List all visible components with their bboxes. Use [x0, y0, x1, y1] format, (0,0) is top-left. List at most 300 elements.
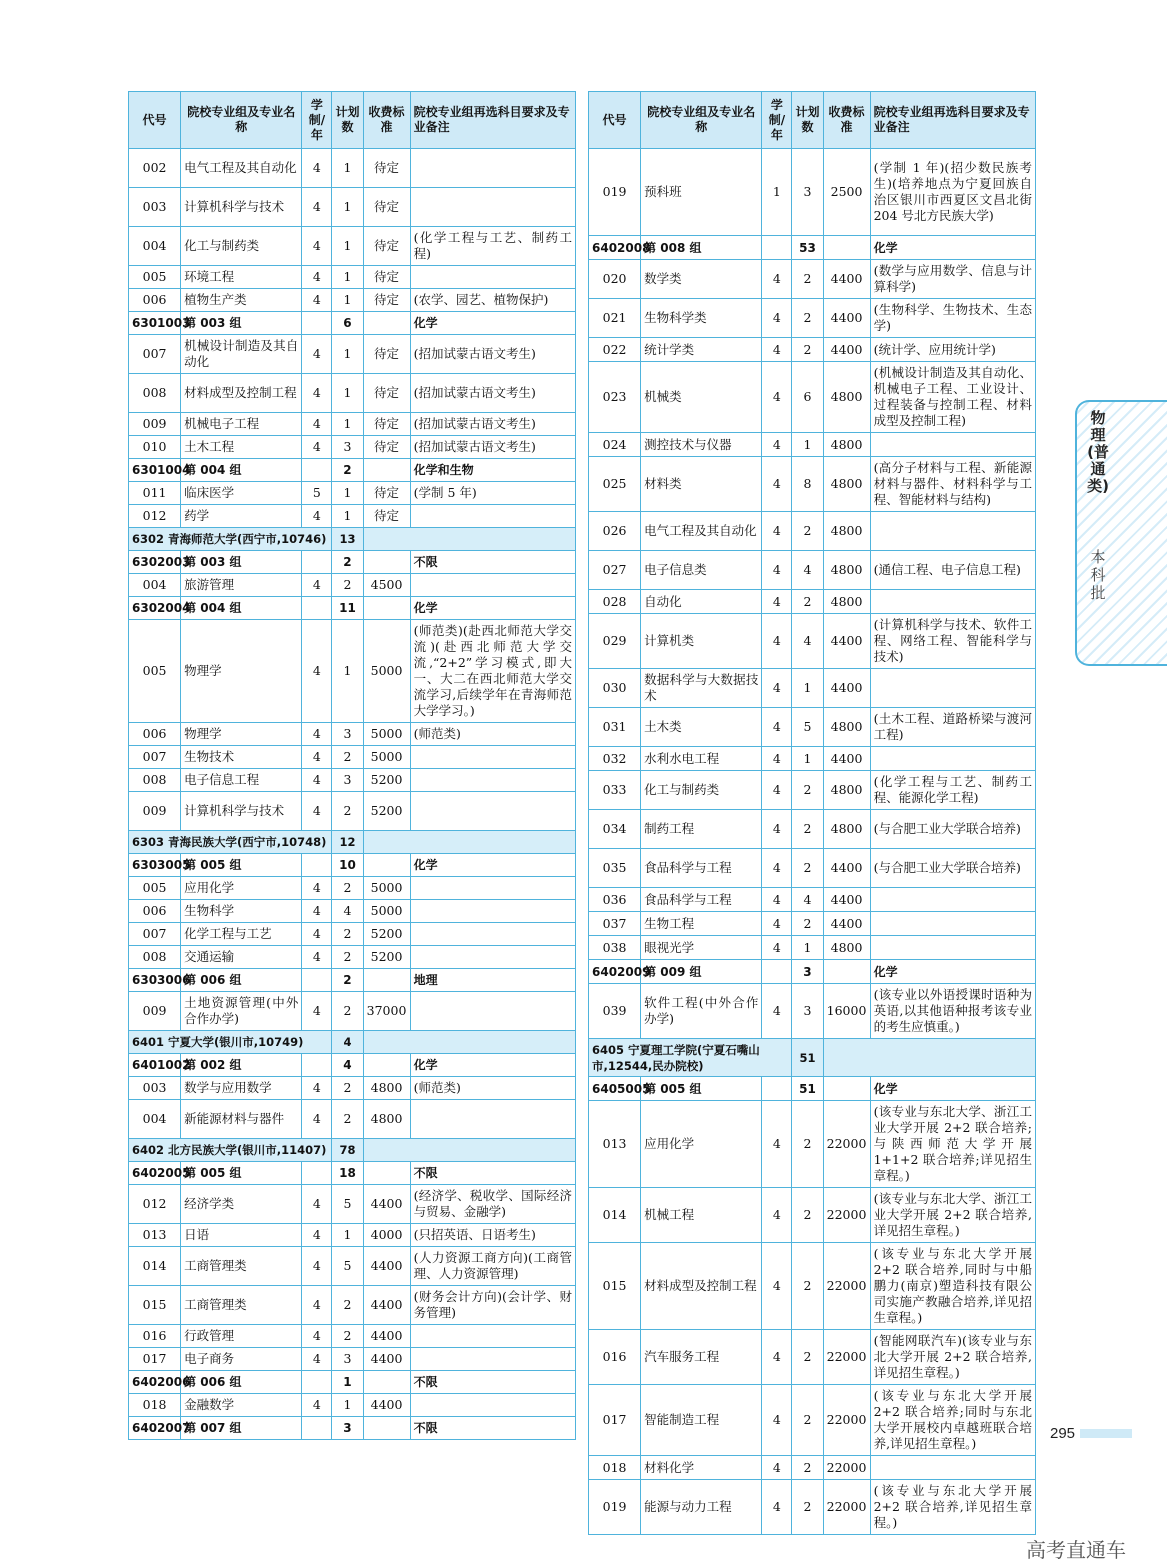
cell-plan: 3 [792, 960, 823, 984]
cell-major: 计算机科学与技术 [181, 792, 302, 831]
cell-code: 026 [589, 512, 641, 551]
group-row [129, 969, 576, 992]
cell-plan: 1 [332, 413, 363, 436]
cell-notes: 化学 [410, 1054, 575, 1077]
cell-plan: 2 [332, 792, 363, 831]
cell-major: 软件工程(中外合作办学) [641, 984, 762, 1039]
cell-notes [410, 574, 575, 597]
cell-fee [823, 960, 870, 984]
cell-fee: 4800 [823, 551, 870, 590]
table-row [129, 413, 576, 436]
cell-fee: 22000 [823, 1330, 870, 1385]
cell-code: 004 [129, 227, 181, 266]
cell-notes: 化学 [410, 854, 575, 877]
table-row [589, 1188, 1036, 1243]
cell-major: 第 008 组 [641, 236, 762, 260]
cell-plan: 1 [792, 669, 823, 708]
cell-fee: 待定 [363, 188, 410, 227]
cell-major: 第 006 组 [181, 969, 302, 992]
table-row [589, 771, 1036, 810]
cell-years: 4 [302, 1325, 332, 1348]
cell-code: 008 [129, 769, 181, 792]
cell-code: 019 [589, 1480, 641, 1535]
cell-years: 4 [762, 614, 792, 669]
cell-fee: 16000 [823, 984, 870, 1039]
cell-notes [870, 888, 1035, 912]
cell-fee: 4400 [363, 1348, 410, 1371]
cell-notes [410, 149, 575, 188]
cell-years [762, 960, 792, 984]
table-row [589, 362, 1036, 433]
table-row [129, 1286, 576, 1325]
cell-years [302, 854, 332, 877]
cell-notes: (学制 1 年)(招少数民族考生)(培养地点为宁夏回族自治区银川市西夏区文昌北街 204 号北方民族大学) [870, 149, 1035, 236]
cell-code: 030 [589, 669, 641, 708]
cell-code: 003 [129, 1077, 181, 1100]
cell-notes: (数学与应用数学、信息与计算科学) [870, 260, 1035, 299]
table-row [129, 746, 576, 769]
cell-major: 食品科学与工程 [641, 849, 762, 888]
cell-major: 汽车服务工程 [641, 1330, 762, 1385]
cell-empty [363, 1139, 576, 1162]
cell-major: 数学类 [641, 260, 762, 299]
table-row [589, 708, 1036, 747]
cell-plan: 3 [792, 984, 823, 1039]
cell-fee: 5000 [363, 746, 410, 769]
cell-notes [410, 746, 575, 769]
cell-code: 020 [589, 260, 641, 299]
cell-fee [363, 459, 410, 482]
group-row [129, 1417, 576, 1440]
cell-major: 测控技术与仪器 [641, 433, 762, 457]
university-row [129, 1031, 576, 1054]
cell-fee: 4400 [363, 1247, 410, 1286]
cell-fee: 22000 [823, 1480, 870, 1535]
cell-plan: 4 [332, 1031, 363, 1054]
cell-code: 039 [589, 984, 641, 1039]
cell-major: 第 005 组 [181, 1162, 302, 1185]
cell-years: 4 [762, 1456, 792, 1480]
cell-fee: 4400 [823, 747, 870, 771]
table-header [589, 92, 1036, 149]
cell-plan: 1 [332, 227, 363, 266]
cell-years: 4 [762, 433, 792, 457]
cell-empty [363, 1031, 576, 1054]
header-years: 学制/年 [302, 92, 332, 149]
side-tab-subtitle: 本科批 [1090, 548, 1106, 602]
header-major: 院校专业组及专业名称 [641, 92, 762, 149]
cell-notes [410, 946, 575, 969]
cell-fee: 待定 [363, 374, 410, 413]
cell-plan: 2 [332, 459, 363, 482]
table-header [129, 92, 576, 149]
cell-major: 食品科学与工程 [641, 888, 762, 912]
cell-notes [870, 433, 1035, 457]
table-row [129, 374, 576, 413]
cell-major: 数学与应用数学 [181, 1077, 302, 1100]
cell-plan: 2 [332, 574, 363, 597]
cell-major: 金融数学 [181, 1394, 302, 1417]
cell-code: 012 [129, 505, 181, 528]
table-row [589, 849, 1036, 888]
cell-notes: 化学 [870, 960, 1035, 984]
group-row [129, 1371, 576, 1394]
cell-university: 6303 青海民族大学(西宁市,10748) [129, 831, 332, 854]
cell-major: 眼视光学 [641, 936, 762, 960]
cell-plan: 8 [792, 457, 823, 512]
cell-major: 智能制造工程 [641, 1385, 762, 1456]
cell-major: 植物生产类 [181, 289, 302, 312]
cell-notes [410, 188, 575, 227]
group-row [129, 1054, 576, 1077]
group-row [589, 236, 1036, 260]
cell-major: 材料化学 [641, 1456, 762, 1480]
cell-notes: (统计学、应用统计学) [870, 338, 1035, 362]
cell-major: 物理学 [181, 620, 302, 723]
cell-code: 015 [129, 1286, 181, 1325]
cell-fee: 4400 [363, 1185, 410, 1224]
table-row [589, 888, 1036, 912]
cell-major: 生物科学类 [641, 299, 762, 338]
cell-fee: 5200 [363, 792, 410, 831]
cell-fee: 4400 [823, 888, 870, 912]
cell-plan: 5 [792, 708, 823, 747]
cell-fee [363, 597, 410, 620]
cell-major: 工商管理类 [181, 1247, 302, 1286]
cell-fee: 4400 [823, 299, 870, 338]
cell-major: 第 004 组 [181, 459, 302, 482]
cell-code: 025 [589, 457, 641, 512]
cell-code: 027 [589, 551, 641, 590]
cell-major: 土地资源管理(中外合作办学) [181, 992, 302, 1031]
cell-years: 4 [762, 747, 792, 771]
table-row [589, 338, 1036, 362]
cell-plan: 11 [332, 597, 363, 620]
cell-years: 4 [302, 992, 332, 1031]
cell-plan: 2 [792, 1480, 823, 1535]
cell-years: 4 [302, 946, 332, 969]
cell-plan: 1 [332, 1224, 363, 1247]
left-plan-table [128, 91, 576, 1440]
cell-major: 机械电子工程 [181, 413, 302, 436]
cell-years: 5 [302, 482, 332, 505]
table-row [589, 512, 1036, 551]
group-row [129, 597, 576, 620]
cell-university: 6401 宁夏大学(银川市,10749) [129, 1031, 332, 1054]
cell-major: 第 002 组 [181, 1054, 302, 1077]
cell-plan: 2 [792, 1243, 823, 1330]
cell-code: 012 [129, 1185, 181, 1224]
cell-fee: 待定 [363, 149, 410, 188]
table-row [589, 669, 1036, 708]
cell-notes [870, 912, 1035, 936]
cell-fee [363, 1054, 410, 1077]
section-side-tab [1075, 400, 1167, 666]
cell-major: 计算机科学与技术 [181, 188, 302, 227]
cell-major: 土木工程 [181, 436, 302, 459]
cell-years: 4 [302, 266, 332, 289]
table-row [129, 505, 576, 528]
cell-plan: 1 [332, 149, 363, 188]
cell-code: 036 [589, 888, 641, 912]
table-row [589, 747, 1036, 771]
cell-major: 临床医学 [181, 482, 302, 505]
cell-fee [363, 1417, 410, 1440]
cell-major: 能源与动力工程 [641, 1480, 762, 1535]
cell-notes [870, 1456, 1035, 1480]
cell-years: 4 [302, 289, 332, 312]
cell-years: 4 [302, 436, 332, 459]
cell-plan: 18 [332, 1162, 363, 1185]
cell-plan: 4 [792, 614, 823, 669]
cell-notes: (与合肥工业大学联合培养) [870, 849, 1035, 888]
cell-plan: 2 [332, 992, 363, 1031]
cell-fee [363, 969, 410, 992]
cell-fee: 待定 [363, 289, 410, 312]
table-row [129, 877, 576, 900]
cell-years: 4 [302, 877, 332, 900]
cell-years [302, 969, 332, 992]
cell-notes [410, 1348, 575, 1371]
header-code: 代号 [589, 92, 641, 149]
cell-fee: 4400 [823, 912, 870, 936]
cell-code: 007 [129, 923, 181, 946]
cell-major: 新能源材料与器件 [181, 1100, 302, 1139]
cell-major: 行政管理 [181, 1325, 302, 1348]
cell-plan: 1 [332, 505, 363, 528]
cell-fee: 5000 [363, 723, 410, 746]
cell-major: 工商管理类 [181, 1286, 302, 1325]
cell-major: 第 007 组 [181, 1417, 302, 1440]
cell-notes: (与合肥工业大学联合培养) [870, 810, 1035, 849]
cell-plan: 53 [792, 236, 823, 260]
cell-plan: 12 [332, 831, 363, 854]
cell-fee: 22000 [823, 1101, 870, 1188]
group-row [129, 551, 576, 574]
cell-fee: 4400 [363, 1325, 410, 1348]
cell-plan: 1 [792, 936, 823, 960]
cell-fee: 4400 [823, 669, 870, 708]
cell-major: 应用化学 [641, 1101, 762, 1188]
table-row [129, 992, 576, 1031]
cell-fee: 4800 [823, 433, 870, 457]
cell-fee: 22000 [823, 1456, 870, 1480]
table-row [129, 574, 576, 597]
cell-notes [410, 992, 575, 1031]
cell-years: 4 [762, 888, 792, 912]
cell-fee: 4400 [823, 260, 870, 299]
cell-major: 生物工程 [641, 912, 762, 936]
cell-major: 交通运输 [181, 946, 302, 969]
cell-code: 022 [589, 338, 641, 362]
cell-plan: 13 [332, 528, 363, 551]
university-row [129, 831, 576, 854]
watermark: 高考直通车 [1026, 1538, 1126, 1562]
table-row [129, 1247, 576, 1286]
cell-major: 生物科学 [181, 900, 302, 923]
cell-years: 4 [762, 338, 792, 362]
group-row [589, 1077, 1036, 1101]
cell-university: 6402 北方民族大学(银川市,11407) [129, 1139, 332, 1162]
cell-notes [870, 669, 1035, 708]
cell-years: 4 [302, 723, 332, 746]
cell-years: 4 [762, 912, 792, 936]
cell-years: 4 [302, 1286, 332, 1325]
cell-fee: 待定 [363, 482, 410, 505]
cell-fee [363, 1162, 410, 1185]
cell-notes: (高分子材料与工程、新能源材料与器件、材料科学与工程、智能材料与结构) [870, 457, 1035, 512]
cell-code: 013 [129, 1224, 181, 1247]
cell-years: 4 [302, 335, 332, 374]
cell-major: 材料成型及控制工程 [181, 374, 302, 413]
cell-years: 4 [302, 620, 332, 723]
cell-fee: 4800 [823, 457, 870, 512]
cell-major: 第 004 组 [181, 597, 302, 620]
cell-years: 4 [302, 1224, 332, 1247]
cell-notes: (该专业与东北大学、浙江工业大学开展 2+2 联合培养;与陕西师范大学开展 1+1+2 联合培养;详见招生章程。) [870, 1101, 1035, 1188]
cell-years: 4 [762, 984, 792, 1039]
cell-fee: 22000 [823, 1188, 870, 1243]
cell-years: 4 [302, 149, 332, 188]
cell-notes: (该专业与东北大学、浙江工业大学开展 2+2 联合培养,详见招生章程。) [870, 1188, 1035, 1243]
table-row [129, 289, 576, 312]
cell-major: 计算机类 [641, 614, 762, 669]
cell-years: 4 [302, 1394, 332, 1417]
cell-code: 004 [129, 574, 181, 597]
cell-notes: (人力资源工商方向)(工商管理、人力资源管理) [410, 1247, 575, 1286]
cell-code: 008 [129, 374, 181, 413]
cell-major: 数据科学与大数据技术 [641, 669, 762, 708]
cell-plan: 6 [792, 362, 823, 433]
cell-major: 物理学 [181, 723, 302, 746]
cell-fee: 4800 [823, 936, 870, 960]
cell-notes [410, 1394, 575, 1417]
cell-notes [870, 512, 1035, 551]
page-number: 295 [1050, 1425, 1076, 1442]
cell-major: 电子信息工程 [181, 769, 302, 792]
cell-fee: 2500 [823, 149, 870, 236]
cell-years [302, 1162, 332, 1185]
cell-years: 4 [762, 551, 792, 590]
table-row [129, 1325, 576, 1348]
cell-fee: 4400 [823, 849, 870, 888]
cell-major: 化学工程与工艺 [181, 923, 302, 946]
cell-major: 应用化学 [181, 877, 302, 900]
cell-plan: 2 [332, 969, 363, 992]
cell-fee: 37000 [363, 992, 410, 1031]
table-row [589, 149, 1036, 236]
cell-plan: 2 [332, 746, 363, 769]
cell-notes: (该专业以外语授课时语种为英语,以其他语种报考该专业的考生应慎重。) [870, 984, 1035, 1039]
table-row [589, 457, 1036, 512]
cell-notes [870, 747, 1035, 771]
table-row [589, 260, 1036, 299]
cell-notes: (该专业与东北大学开展 2+2 联合培养,同时与中船鹏力(南京)塑造科技有限公司实施产教融合培养,详见招生章程。) [870, 1243, 1035, 1330]
cell-code: 005 [129, 620, 181, 723]
cell-plan: 4 [332, 900, 363, 923]
header-fee: 收费标准 [363, 92, 410, 149]
cell-code: 002 [129, 149, 181, 188]
cell-code: 009 [129, 792, 181, 831]
cell-code: 018 [589, 1456, 641, 1480]
cell-major: 土木类 [641, 708, 762, 747]
cell-major: 制药工程 [641, 810, 762, 849]
cell-major: 电气工程及其自动化 [641, 512, 762, 551]
table-row [129, 946, 576, 969]
cell-years: 4 [762, 1385, 792, 1456]
cell-empty [363, 831, 576, 854]
table-row [129, 923, 576, 946]
cell-code: 023 [589, 362, 641, 433]
cell-notes: 化学 [870, 236, 1035, 260]
cell-major: 第 005 组 [181, 854, 302, 877]
cell-plan: 2 [792, 1330, 823, 1385]
table-row [129, 266, 576, 289]
cell-fee: 4400 [363, 1286, 410, 1325]
cell-plan: 5 [332, 1247, 363, 1286]
cell-plan: 4 [792, 888, 823, 912]
page-number-bar [1080, 1429, 1132, 1438]
cell-university: 6302 青海师范大学(西宁市,10746) [129, 528, 332, 551]
cell-fee: 4800 [823, 771, 870, 810]
cell-notes: 不限 [410, 1162, 575, 1185]
cell-code: 035 [589, 849, 641, 888]
cell-code: 031 [589, 708, 641, 747]
group-row [589, 960, 1036, 984]
cell-notes: (计算机科学与技术、软件工程、网络工程、智能科学与技术) [870, 614, 1035, 669]
cell-major: 药学 [181, 505, 302, 528]
cell-major: 统计学类 [641, 338, 762, 362]
cell-fee: 4800 [823, 590, 870, 614]
cell-years: 4 [302, 900, 332, 923]
cell-plan: 2 [792, 1456, 823, 1480]
cell-major: 机械设计制造及其自动化 [181, 335, 302, 374]
cell-fee: 4400 [823, 614, 870, 669]
cell-years: 4 [302, 505, 332, 528]
cell-fee: 5200 [363, 923, 410, 946]
table-row [589, 984, 1036, 1039]
table-row [589, 936, 1036, 960]
cell-code: 011 [129, 482, 181, 505]
cell-major: 电子商务 [181, 1348, 302, 1371]
cell-notes: 不限 [410, 1371, 575, 1394]
cell-fee: 待定 [363, 436, 410, 459]
cell-code: 009 [129, 413, 181, 436]
table-row [589, 1480, 1036, 1535]
cell-years: 4 [302, 792, 332, 831]
cell-major: 机械工程 [641, 1188, 762, 1243]
cell-plan: 3 [332, 723, 363, 746]
cell-fee: 4000 [363, 1224, 410, 1247]
table-row [589, 1330, 1036, 1385]
cell-notes: (智能网联汽车)(该专业与东北大学开展 2+2 联合培养,详见招生章程。) [870, 1330, 1035, 1385]
table-row [589, 810, 1036, 849]
table-row [129, 723, 576, 746]
table-row [589, 1101, 1036, 1188]
cell-plan: 3 [332, 436, 363, 459]
cell-notes: 化学 [870, 1077, 1035, 1101]
cell-code: 6402007 [129, 1417, 181, 1440]
cell-plan: 2 [792, 1385, 823, 1456]
table-row [589, 590, 1036, 614]
cell-years: 4 [762, 936, 792, 960]
table-row [129, 620, 576, 723]
table-row [589, 912, 1036, 936]
group-row [129, 854, 576, 877]
table-row [129, 792, 576, 831]
cell-plan: 6 [332, 312, 363, 335]
cell-plan: 2 [332, 877, 363, 900]
